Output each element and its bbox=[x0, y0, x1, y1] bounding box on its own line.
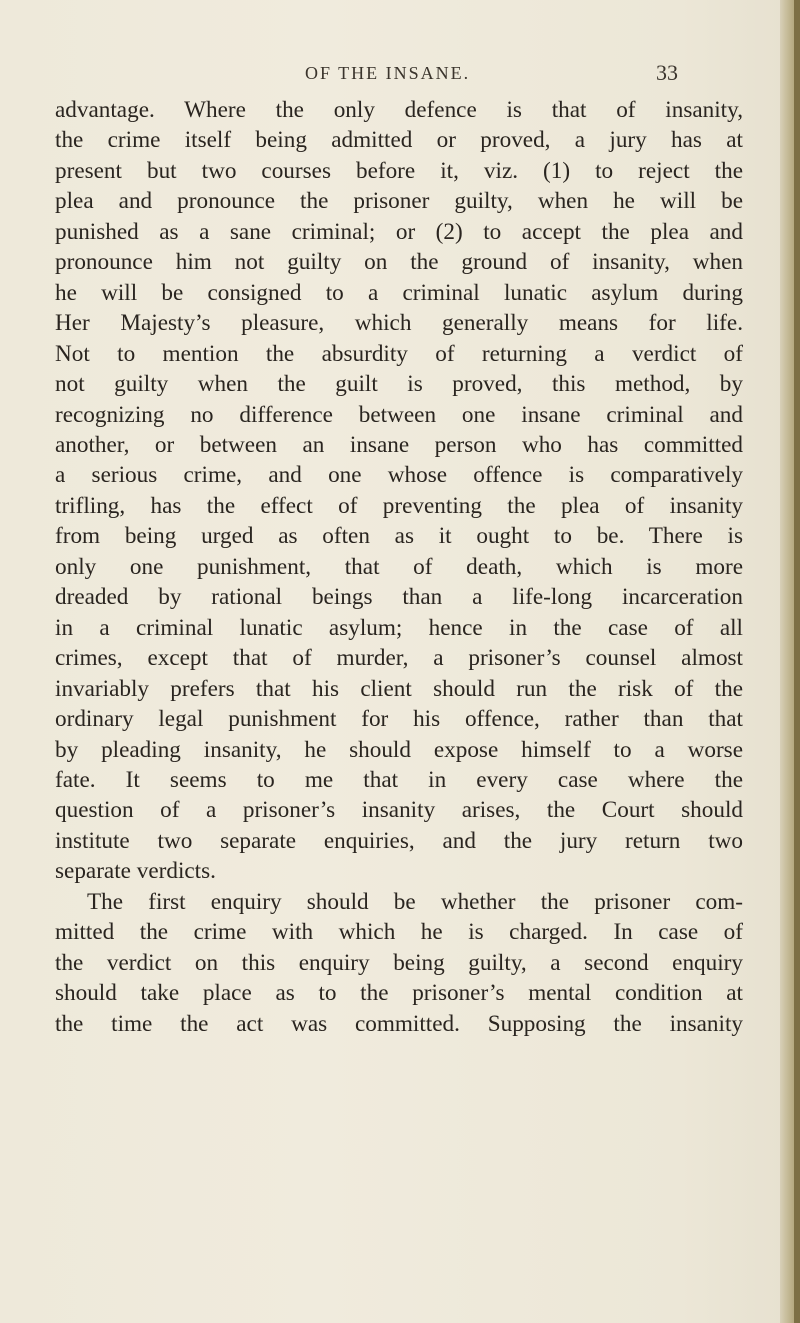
text-line: a serious crime, and one whose offence is comparatively bbox=[55, 462, 743, 489]
text-line: advantage. Where the only defence is that of insanity, bbox=[55, 97, 743, 123]
text-line: in a criminal lunatic asylum; hence in the case of all bbox=[55, 614, 743, 641]
page-number: 33 bbox=[656, 60, 678, 85]
running-head: OF THE INSANE. bbox=[305, 63, 471, 83]
text-line: separate verdicts. bbox=[55, 858, 216, 885]
text-line: the time the act was committed. Supposing the insanity bbox=[55, 1010, 743, 1037]
text-line: punished as a sane criminal; or (2) to accept the plea and bbox=[55, 218, 743, 245]
text-line: only one punishment, that of death, which is more bbox=[55, 553, 743, 580]
text-line: another, or between an insane person who has committed bbox=[55, 431, 743, 458]
body-text bbox=[55, 95, 743, 1039]
text-line: The first enquiry should be whether the prisoner com- bbox=[87, 888, 743, 915]
text-line: plea and pronounce the prisoner guilty, when he will be bbox=[55, 188, 743, 215]
text-line: crimes, except that of murder, a prisoner’s counsel almost bbox=[55, 645, 743, 672]
text-line: from being urged as often as it ought to be. There is bbox=[55, 523, 743, 550]
page-edge-dark bbox=[794, 0, 800, 1323]
text-line: question of a prisoner’s insanity arises, the Court should bbox=[55, 797, 743, 824]
text-line: Not to mention the absurdity of returning a verdict of bbox=[55, 340, 743, 367]
text-line: the crime itself being admitted or proved, a jury has at bbox=[55, 127, 743, 154]
text-line: invariably prefers that his client should run the risk of the bbox=[55, 675, 743, 702]
text-line: the verdict on this enquiry being guilty, a second enquiry bbox=[55, 949, 743, 976]
text-line: by pleading insanity, he should expose himself to a worse bbox=[55, 736, 743, 763]
text-line: dreaded by rational beings than a life-long incarceration bbox=[55, 584, 743, 611]
text-line: ordinary legal punishment for his offence, rather than that bbox=[55, 706, 743, 733]
text-line: should take place as to the prisoner’s mental condition at bbox=[55, 980, 743, 1007]
text-line: he will be consigned to a criminal lunatic asylum during bbox=[55, 279, 743, 306]
text-line: pronounce him not guilty on the ground of insanity, when bbox=[55, 249, 743, 276]
text-line: recognizing no difference between one insane criminal and bbox=[55, 401, 743, 428]
text-line: not guilty when the guilt is proved, this method, by bbox=[55, 371, 743, 398]
text-line: institute two separate enquiries, and the jury return two bbox=[55, 827, 743, 854]
text-line: present but two courses before it, viz. (1) to reject the bbox=[55, 157, 743, 184]
text-line: fate. It seems to me that in every case where the bbox=[55, 766, 743, 793]
text-line: trifling, has the effect of preventing the plea of insanity bbox=[55, 492, 743, 519]
text-line: Her Majesty’s pleasure, which generally means for life. bbox=[55, 310, 743, 337]
text-line: mitted the crime with which he is charged. In case of bbox=[55, 919, 743, 946]
